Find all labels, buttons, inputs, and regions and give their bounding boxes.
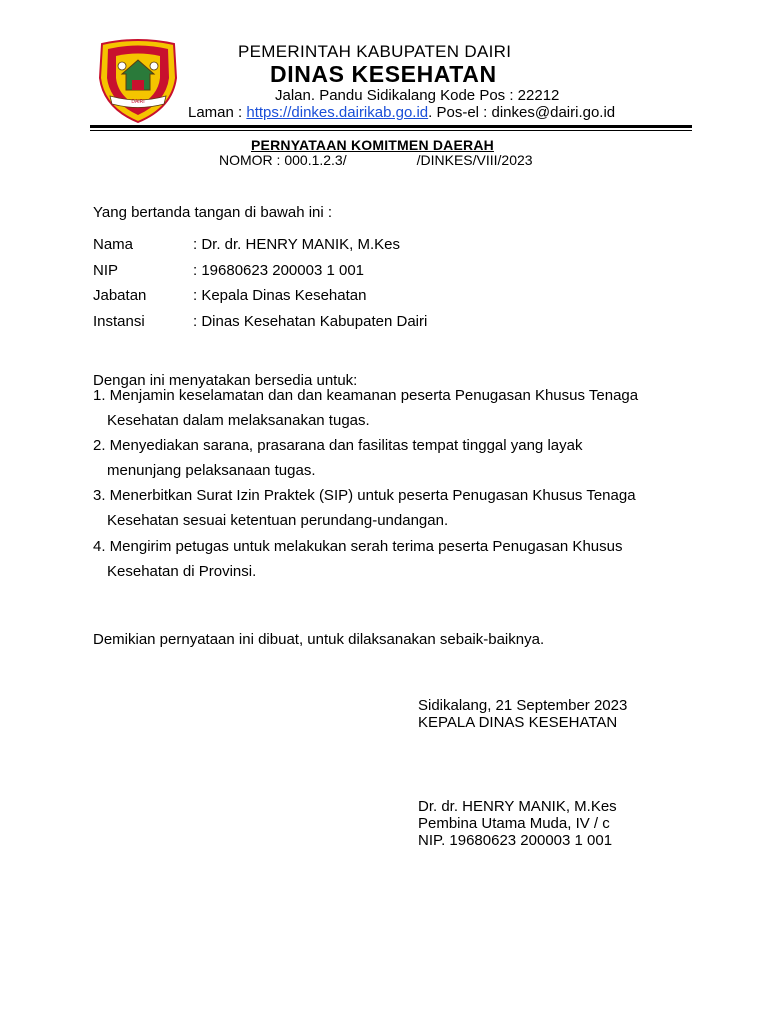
signature-name: Dr. dr. HENRY MANIK, M.Kes <box>418 798 617 815</box>
signature-place-date: Sidikalang, 21 September 2023 <box>418 697 628 714</box>
field-row-name <box>93 236 400 253</box>
statement-intro: Dengan ini menyatakan bersedia untuk: <box>93 372 358 389</box>
letterhead-divider-thick <box>90 125 692 128</box>
field-label: Instansi <box>93 313 145 330</box>
commitment-item <box>93 383 693 433</box>
website-prefix: Laman : <box>188 104 247 121</box>
field-label: Nama <box>93 236 134 253</box>
email-text: . Pos-el : dinkes@dairi.go.id <box>428 104 616 121</box>
field-value: : Dr. dr. HENRY MANIK, M.Kes <box>193 236 400 253</box>
signature-position: KEPALA DINAS KESEHATAN <box>418 714 618 731</box>
government-name: PEMERINTAH KABUPATEN DAIRI <box>238 42 512 61</box>
website-link[interactable]: https://dinkes.dairikab.go.id <box>246 104 429 121</box>
commitment-line: 2. Menyediakan sarana, prasarana dan fasilitas tempat tinggal yang layak <box>93 437 583 454</box>
document-title: PERNYATAAN KOMITMEN DAERAH <box>251 137 494 153</box>
document-number <box>219 152 533 168</box>
signer-intro: Yang bertanda tangan di bawah ini : <box>93 204 333 221</box>
field-value: : 19680623 200003 1 001 <box>193 262 364 279</box>
office-address: Jalan. Pandu Sidikalang Kode Pos : 22212 <box>275 87 560 104</box>
document-number-suffix: /DINKES/VIII/2023 <box>416 152 533 168</box>
logo-ribbon-text: DAIRI <box>131 99 145 105</box>
field-row-institution <box>93 313 427 330</box>
commitment-item <box>93 483 693 533</box>
letterhead-divider-thin <box>90 130 692 131</box>
document-number-prefix: NOMOR : 000.1.2.3/ <box>219 152 347 168</box>
commitment-line: 1. Menjamin keselamatan dan dan keamanan peserta Penugasan Khusus Tenaga <box>93 387 639 404</box>
commitment-item <box>93 534 693 584</box>
field-label: NIP <box>93 262 119 279</box>
field-value: : Dinas Kesehatan Kabupaten Dairi <box>193 313 428 330</box>
commitment-line-continued: Kesehatan dalam melaksanakan tugas. <box>107 412 370 429</box>
commitment-line-continued: Kesehatan di Provinsi. <box>107 563 257 580</box>
signature-nip: NIP. 19680623 200003 1 001 <box>418 832 613 849</box>
field-label: Jabatan <box>93 287 147 304</box>
signature-rank: Pembina Utama Muda, IV / c <box>418 815 610 832</box>
department-name: DINAS KESEHATAN <box>270 61 497 87</box>
field-row-position <box>93 287 366 304</box>
commitment-line: 3. Menerbitkan Surat Izin Praktek (SIP) untuk peserta Penugasan Khusus Tenaga <box>93 487 636 504</box>
contact-line <box>188 104 615 121</box>
field-value: : Kepala Dinas Kesehatan <box>193 287 367 304</box>
commitment-line-continued: Kesehatan sesuai ketentuan perundang-undangan. <box>107 512 449 529</box>
commitment-line-continued: menunjang pelaksanaan tugas. <box>107 462 316 479</box>
kabupaten-dairi-emblem-icon <box>92 34 184 126</box>
commitment-line: 4. Mengirim petugas untuk melakukan serah terima peserta Penugasan Khusus <box>93 538 623 555</box>
closing-statement: Demikian pernyataan ini dibuat, untuk dilaksanakan sebaik-baiknya. <box>93 631 545 648</box>
field-row-nip <box>93 262 364 279</box>
commitment-item <box>93 433 693 483</box>
